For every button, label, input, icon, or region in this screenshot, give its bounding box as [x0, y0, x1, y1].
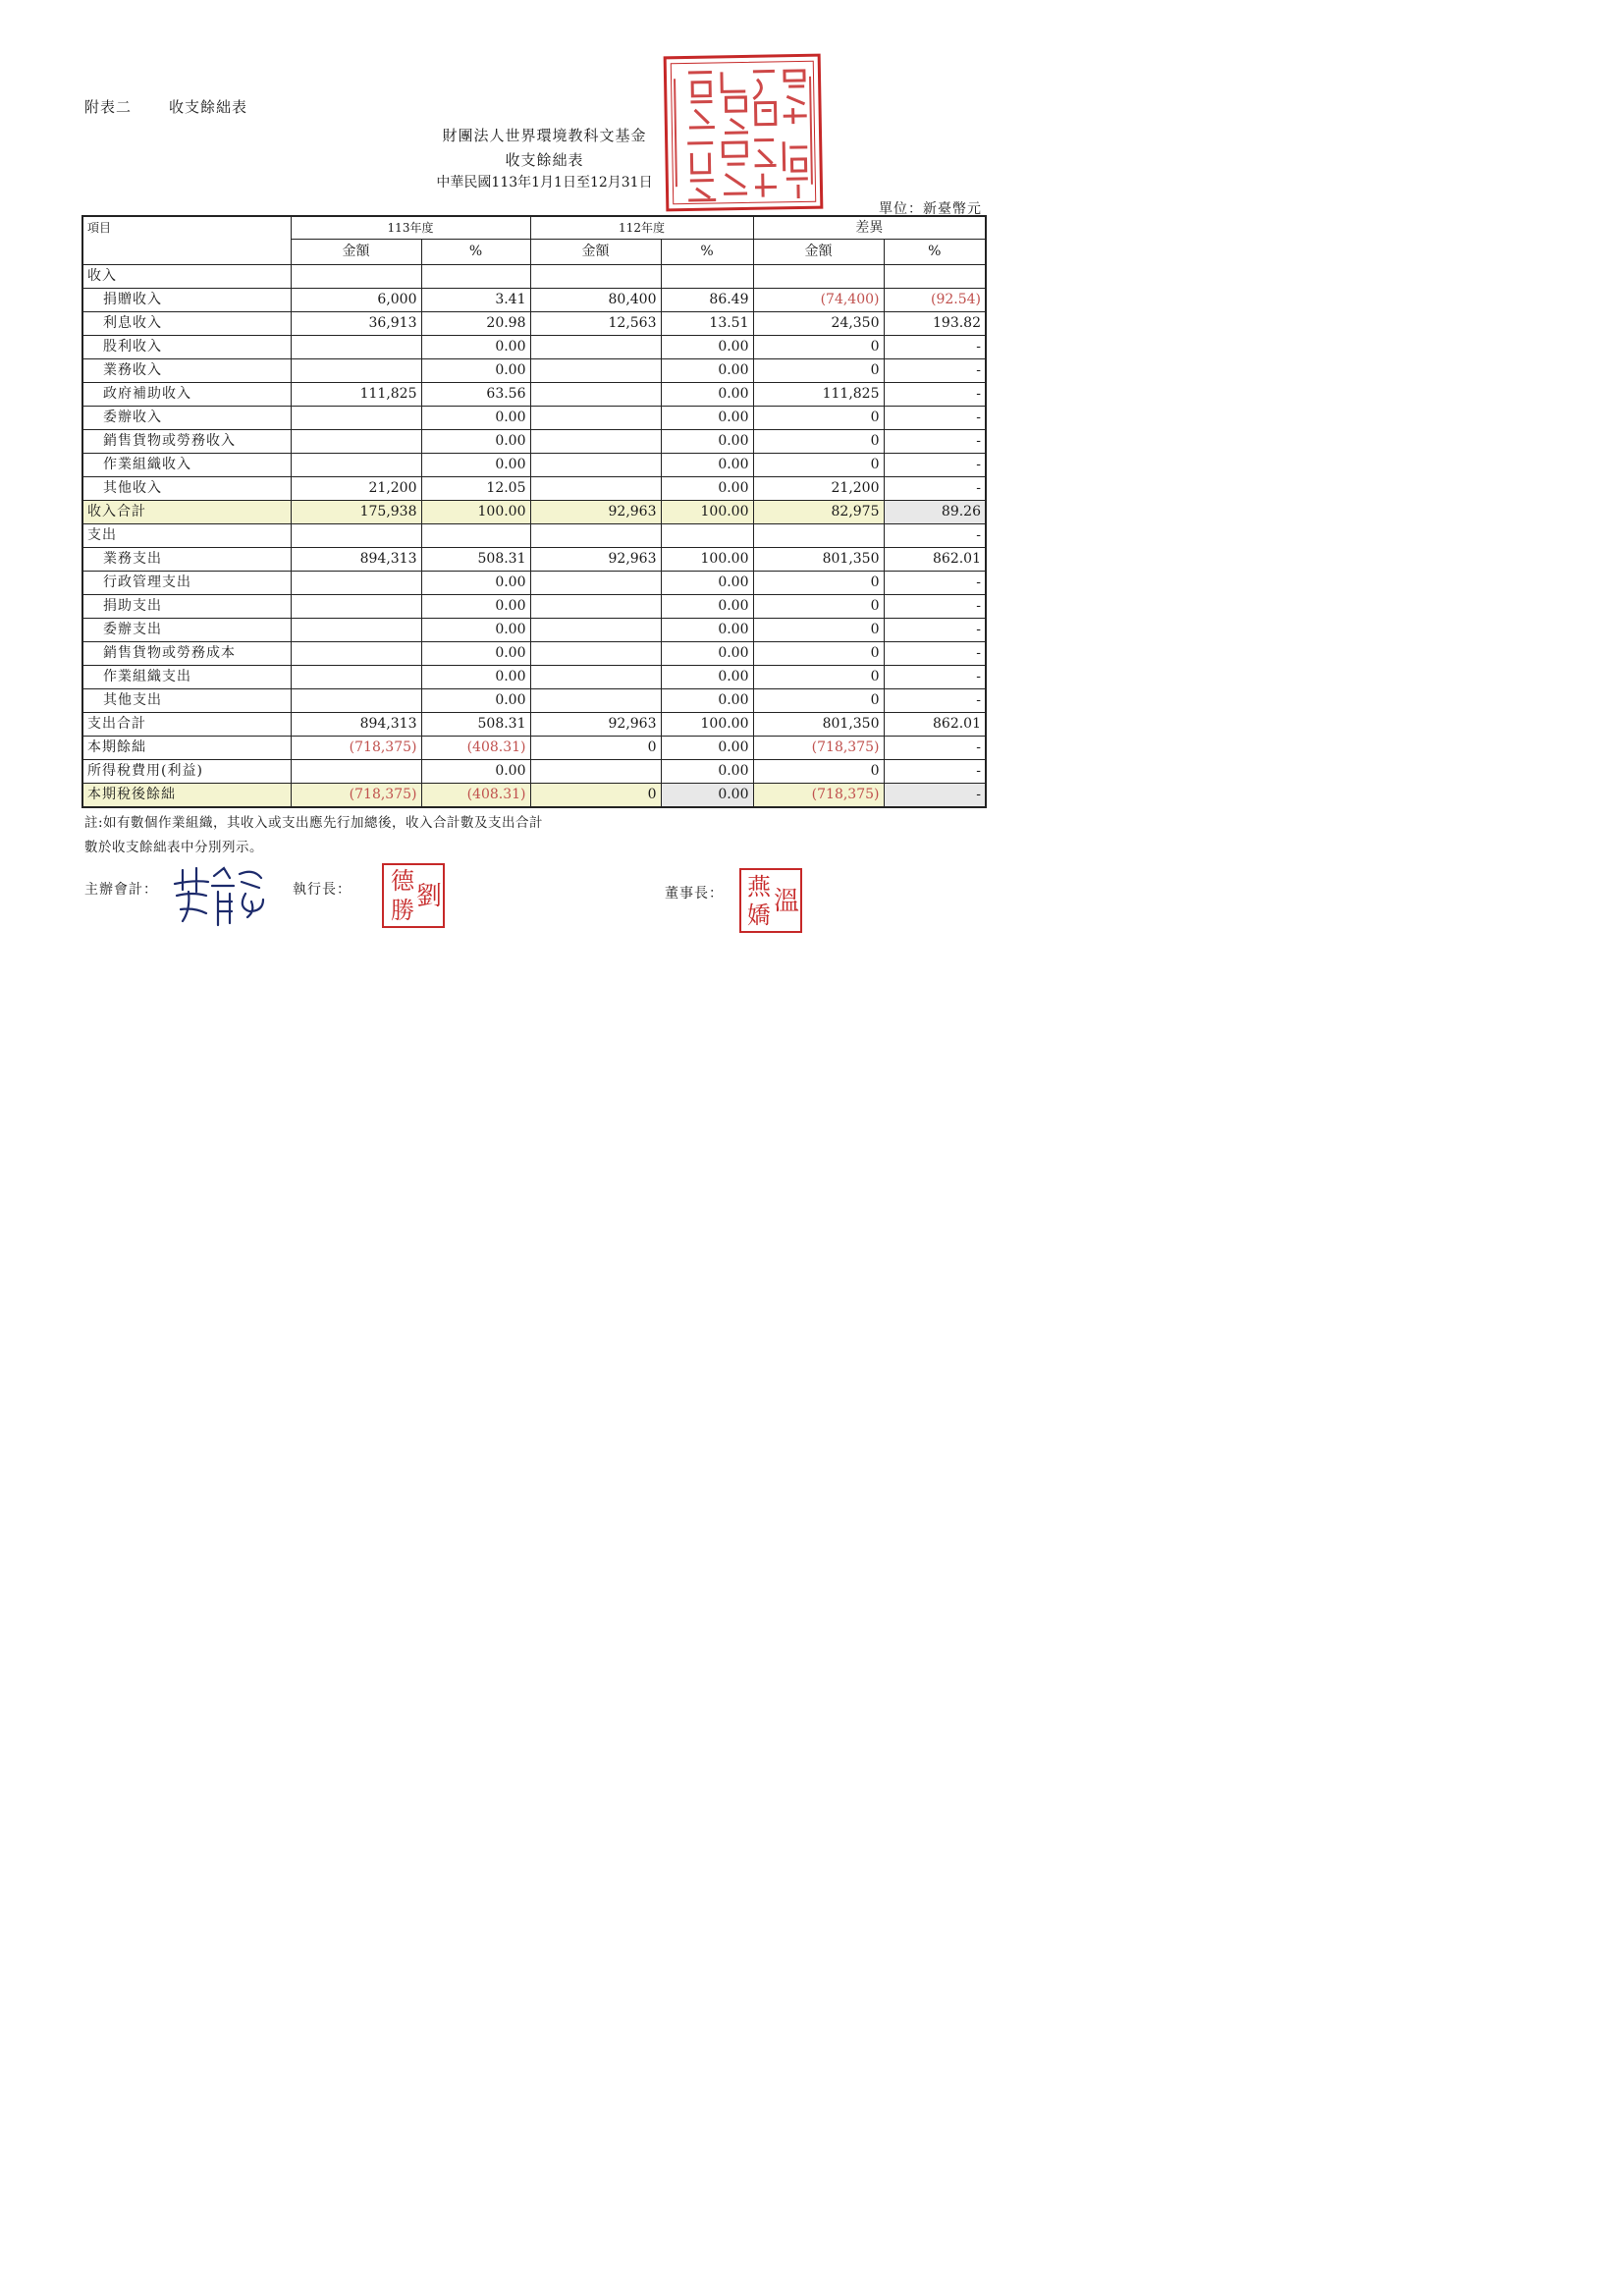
- table-row: [82, 477, 986, 501]
- amount-112-cell: [530, 524, 661, 548]
- table-row: [82, 572, 986, 595]
- percent-112-cell: 0.00: [661, 407, 753, 430]
- amount-diff-cell: 0: [753, 619, 884, 642]
- amount-112-cell: [530, 689, 661, 713]
- annex-label: 附表二: [84, 98, 133, 116]
- row-label: 收入: [82, 265, 291, 289]
- amount-113-cell: 111,825: [291, 383, 421, 407]
- table-row: [82, 407, 986, 430]
- table-row: [82, 713, 986, 737]
- percent-diff-cell: 862.01: [884, 548, 986, 572]
- percent-diff-cell: 89.26: [884, 501, 986, 524]
- organization-seal: [664, 54, 824, 212]
- amount-113-cell: [291, 454, 421, 477]
- percent-113-cell: 0.00: [421, 666, 530, 689]
- percent-113-cell: 0.00: [421, 689, 530, 713]
- amount-112-cell: 92,963: [530, 501, 661, 524]
- accountant-label: 主辦會計：: [84, 882, 158, 898]
- table-body: [82, 265, 986, 808]
- percent-112-cell: 86.49: [661, 289, 753, 312]
- percent-113-cell: 0.00: [421, 619, 530, 642]
- percent-112-cell: 0.00: [661, 477, 753, 501]
- table-row: [82, 454, 986, 477]
- amount-113-cell: (718,375): [291, 784, 421, 808]
- amount-113-cell: [291, 666, 421, 689]
- percent-113-cell: 0.00: [421, 430, 530, 454]
- amount-112-header: 金額: [530, 240, 661, 265]
- percent-113-cell: (408.31): [421, 784, 530, 808]
- table-row: [82, 265, 986, 289]
- percent-diff-cell: -: [884, 407, 986, 430]
- table-row: [82, 312, 986, 336]
- amount-112-cell: [530, 642, 661, 666]
- amount-diff-cell: (718,375): [753, 784, 884, 808]
- amount-112-cell: 0: [530, 784, 661, 808]
- percent-113-cell: 0.00: [421, 760, 530, 784]
- amount-diff-cell: [753, 524, 884, 548]
- amount-113-header: 金額: [291, 240, 421, 265]
- chairman-seal-char-1: 溫: [774, 887, 800, 916]
- amount-113-cell: [291, 524, 421, 548]
- percent-112-cell: 0.00: [661, 383, 753, 407]
- amount-113-cell: [291, 619, 421, 642]
- percent-112-cell: 0.00: [661, 689, 753, 713]
- amount-113-cell: 36,913: [291, 312, 421, 336]
- percent-diff-cell: -: [884, 454, 986, 477]
- amount-113-cell: 894,313: [291, 713, 421, 737]
- table-row: [82, 642, 986, 666]
- row-label: 捐助支出: [82, 595, 291, 619]
- percent-112-cell: 0.00: [661, 737, 753, 760]
- ceo-seal-char-1: 劉: [416, 882, 443, 911]
- row-label: 本期餘絀: [82, 737, 291, 760]
- amount-113-cell: [291, 760, 421, 784]
- chairman-seal-char-3: 嬌: [747, 902, 771, 929]
- percent-diff-cell: -: [884, 784, 986, 808]
- report-title: 收支餘絀表: [505, 151, 584, 169]
- amount-112-cell: [530, 407, 661, 430]
- percent-112-header: %: [661, 240, 753, 265]
- percent-diff-cell: -: [884, 619, 986, 642]
- chairman-seal: [739, 868, 802, 933]
- table-row: [82, 784, 986, 808]
- amount-diff-cell: 0: [753, 359, 884, 383]
- table-row: [82, 289, 986, 312]
- percent-113-header: %: [421, 240, 530, 265]
- amount-113-cell: [291, 595, 421, 619]
- amount-113-cell: [291, 642, 421, 666]
- amount-diff-cell: 0: [753, 407, 884, 430]
- amount-112-cell: [530, 477, 661, 501]
- amount-diff-cell: 801,350: [753, 713, 884, 737]
- amount-113-cell: [291, 430, 421, 454]
- amount-diff-header: 金額: [753, 240, 884, 265]
- row-label: 委辦支出: [82, 619, 291, 642]
- ceo-seal: [382, 863, 445, 928]
- difference-header: 差異: [753, 216, 986, 240]
- percent-113-cell: 63.56: [421, 383, 530, 407]
- percent-diff-header: %: [884, 240, 986, 265]
- percent-113-cell: (408.31): [421, 737, 530, 760]
- percent-113-cell: 20.98: [421, 312, 530, 336]
- percent-112-cell: 0.00: [661, 336, 753, 359]
- table-row: [82, 359, 986, 383]
- table-row: [82, 666, 986, 689]
- percent-113-cell: 12.05: [421, 477, 530, 501]
- amount-diff-cell: 21,200: [753, 477, 884, 501]
- amount-112-cell: 92,963: [530, 548, 661, 572]
- row-label: 收入合計: [82, 501, 291, 524]
- percent-diff-cell: -: [884, 737, 986, 760]
- amount-diff-cell: 0: [753, 760, 884, 784]
- amount-diff-cell: 0: [753, 689, 884, 713]
- amount-112-cell: [530, 265, 661, 289]
- table-row: [82, 430, 986, 454]
- percent-113-cell: 0.00: [421, 454, 530, 477]
- amount-113-cell: [291, 407, 421, 430]
- amount-113-cell: (718,375): [291, 737, 421, 760]
- table-row: [82, 737, 986, 760]
- row-label: 銷售貨物或勞務成本: [82, 642, 291, 666]
- table-row: [82, 619, 986, 642]
- percent-diff-cell: 193.82: [884, 312, 986, 336]
- ceo-seal-char-2: 德: [391, 867, 414, 895]
- amount-diff-cell: 24,350: [753, 312, 884, 336]
- currency-unit: 單位：新臺幣元: [879, 201, 982, 217]
- table-row: [82, 548, 986, 572]
- row-label: 行政管理支出: [82, 572, 291, 595]
- percent-diff-cell: [884, 265, 986, 289]
- accountant-signature: [169, 862, 272, 933]
- row-label: 所得稅費用(利益): [82, 760, 291, 784]
- percent-112-cell: [661, 265, 753, 289]
- percent-113-cell: 508.31: [421, 713, 530, 737]
- row-label: 其他收入: [82, 477, 291, 501]
- table-row: [82, 524, 986, 548]
- percent-112-cell: 0.00: [661, 359, 753, 383]
- amount-113-cell: 175,938: [291, 501, 421, 524]
- percent-diff-cell: -: [884, 359, 986, 383]
- percent-112-cell: [661, 524, 753, 548]
- amount-diff-cell: 82,975: [753, 501, 884, 524]
- footnote-line-2: 數於收支餘絀表中分別列示。: [84, 840, 263, 855]
- percent-112-cell: 0.00: [661, 595, 753, 619]
- percent-113-cell: 0.00: [421, 572, 530, 595]
- footnote: [84, 811, 674, 860]
- year-112-header: 112年度: [530, 216, 753, 240]
- amount-diff-cell: [753, 265, 884, 289]
- percent-diff-cell: -: [884, 595, 986, 619]
- amount-112-cell: 0: [530, 737, 661, 760]
- percent-diff-cell: -: [884, 336, 986, 359]
- chairman-seal-char-2: 燕: [747, 873, 771, 901]
- row-label: 其他支出: [82, 689, 291, 713]
- table-row: [82, 689, 986, 713]
- percent-112-cell: 0.00: [661, 430, 753, 454]
- row-label: 作業組織收入: [82, 454, 291, 477]
- percent-diff-cell: -: [884, 572, 986, 595]
- amount-diff-cell: 0: [753, 642, 884, 666]
- amount-diff-cell: 0: [753, 430, 884, 454]
- ceo-seal-char-3: 勝: [391, 897, 414, 924]
- amount-112-cell: 92,963: [530, 713, 661, 737]
- row-label: 股利收入: [82, 336, 291, 359]
- row-label: 支出: [82, 524, 291, 548]
- amount-diff-cell: 111,825: [753, 383, 884, 407]
- amount-diff-cell: 0: [753, 454, 884, 477]
- percent-diff-cell: -: [884, 383, 986, 407]
- percent-113-cell: 0.00: [421, 595, 530, 619]
- percent-diff-cell: -: [884, 666, 986, 689]
- percent-112-cell: 0.00: [661, 784, 753, 808]
- percent-diff-cell: -: [884, 477, 986, 501]
- amount-113-cell: [291, 689, 421, 713]
- amount-112-cell: 12,563: [530, 312, 661, 336]
- percent-113-cell: [421, 265, 530, 289]
- amount-112-cell: [530, 760, 661, 784]
- percent-112-cell: 0.00: [661, 760, 753, 784]
- table-row: [82, 336, 986, 359]
- amount-112-cell: [530, 572, 661, 595]
- percent-112-cell: 0.00: [661, 642, 753, 666]
- amount-113-cell: 894,313: [291, 548, 421, 572]
- amount-diff-cell: 0: [753, 666, 884, 689]
- amount-112-cell: [530, 383, 661, 407]
- year-113-header: 113年度: [291, 216, 530, 240]
- amount-112-cell: [530, 336, 661, 359]
- percent-diff-cell: -: [884, 760, 986, 784]
- amount-113-cell: 21,200: [291, 477, 421, 501]
- amount-diff-cell: 0: [753, 572, 884, 595]
- ceo-label: 執行長：: [293, 882, 352, 898]
- amount-diff-cell: 801,350: [753, 548, 884, 572]
- row-label: 委辦收入: [82, 407, 291, 430]
- annex-title: 收支餘絀表: [169, 98, 248, 116]
- row-label: 本期稅後餘絀: [82, 784, 291, 808]
- amount-112-cell: [530, 454, 661, 477]
- percent-diff-cell: -: [884, 689, 986, 713]
- amount-diff-cell: (718,375): [753, 737, 884, 760]
- row-label: 利息收入: [82, 312, 291, 336]
- amount-112-cell: [530, 595, 661, 619]
- percent-113-cell: 0.00: [421, 359, 530, 383]
- amount-112-cell: [530, 619, 661, 642]
- organization-name: 財團法人世界環境教科文基金: [442, 127, 647, 144]
- row-label: 政府補助收入: [82, 383, 291, 407]
- percent-diff-cell: (92.54): [884, 289, 986, 312]
- percent-112-cell: 13.51: [661, 312, 753, 336]
- amount-112-cell: 80,400: [530, 289, 661, 312]
- table-row: [82, 595, 986, 619]
- percent-112-cell: 100.00: [661, 713, 753, 737]
- amount-diff-cell: (74,400): [753, 289, 884, 312]
- amount-112-cell: [530, 430, 661, 454]
- amount-113-cell: [291, 359, 421, 383]
- item-column-header: 項目: [82, 216, 291, 265]
- percent-113-cell: 0.00: [421, 642, 530, 666]
- percent-112-cell: 100.00: [661, 548, 753, 572]
- amount-112-cell: [530, 359, 661, 383]
- percent-diff-cell: -: [884, 642, 986, 666]
- row-label: 支出合計: [82, 713, 291, 737]
- percent-diff-cell: 862.01: [884, 713, 986, 737]
- amount-113-cell: [291, 572, 421, 595]
- percent-diff-cell: -: [884, 430, 986, 454]
- percent-112-cell: 0.00: [661, 619, 753, 642]
- table-row: [82, 501, 986, 524]
- percent-113-cell: 0.00: [421, 407, 530, 430]
- row-label: 業務支出: [82, 548, 291, 572]
- percent-113-cell: 0.00: [421, 336, 530, 359]
- income-expense-table: [81, 215, 987, 808]
- percent-113-cell: 508.31: [421, 548, 530, 572]
- table-row: [82, 383, 986, 407]
- percent-113-cell: 100.00: [421, 501, 530, 524]
- chairman-label: 董事長：: [665, 886, 724, 902]
- amount-113-cell: [291, 336, 421, 359]
- percent-113-cell: [421, 524, 530, 548]
- amount-113-cell: [291, 265, 421, 289]
- percent-112-cell: 0.00: [661, 572, 753, 595]
- annex-heading: [84, 96, 247, 117]
- percent-112-cell: 100.00: [661, 501, 753, 524]
- row-label: 作業組織支出: [82, 666, 291, 689]
- percent-113-cell: 3.41: [421, 289, 530, 312]
- percent-112-cell: 0.00: [661, 454, 753, 477]
- row-label: 業務收入: [82, 359, 291, 383]
- table-header-row: [82, 216, 986, 240]
- amount-diff-cell: 0: [753, 595, 884, 619]
- footnote-line-1: 註:如有數個作業組織，其收入或支出應先行加總後，收入合計數及支出合計: [84, 815, 544, 831]
- amount-diff-cell: 0: [753, 336, 884, 359]
- percent-diff-cell: -: [884, 524, 986, 548]
- amount-112-cell: [530, 666, 661, 689]
- table-row: [82, 760, 986, 784]
- report-period: 中華民國113年1月1日至12月31日: [436, 175, 653, 191]
- amount-113-cell: 6,000: [291, 289, 421, 312]
- row-label: 捐贈收入: [82, 289, 291, 312]
- row-label: 銷售貨物或勞務收入: [82, 430, 291, 454]
- percent-112-cell: 0.00: [661, 666, 753, 689]
